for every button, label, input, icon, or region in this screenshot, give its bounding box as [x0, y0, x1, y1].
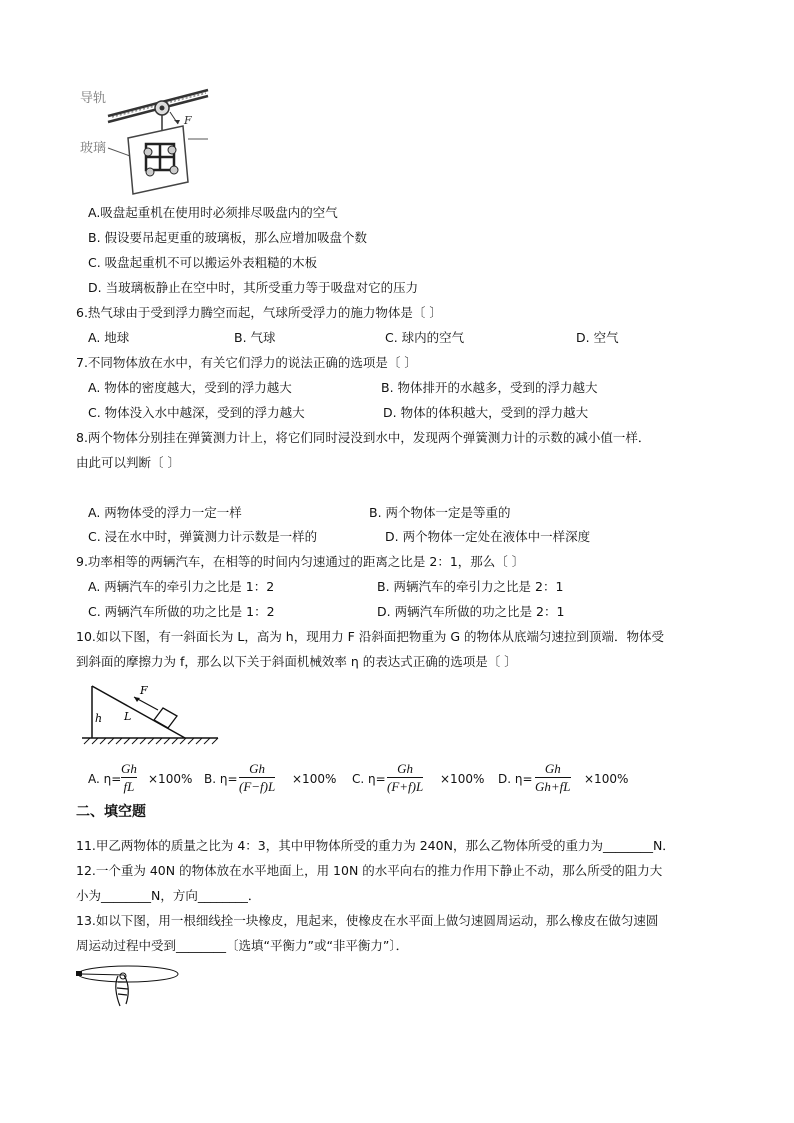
q12-line1: 12.一个重为 40N 的物体放在水平地面上，用 10N 的水平向右的推力作用下静止不动，那么所受的阻力大: [76, 863, 663, 878]
section-title-fill-in: 二、填空题: [76, 804, 146, 820]
rail-label: 导轨: [80, 91, 107, 106]
q6-option-d: D. 空气: [576, 330, 619, 345]
q7-option-c: C. 物体没入水中越深，受到的浮力越大: [88, 405, 305, 420]
q5-option-b: B. 假设要吊起更重的玻璃板，那么应增加吸盘个数: [88, 230, 368, 245]
q10-option-d-label: D. η=: [498, 772, 533, 786]
q6-stem: 6.热气球由于受到浮力腾空而起，气球所受浮力的施力物体是〔 〕: [76, 305, 442, 320]
frac-d-den: Gh+fL: [535, 779, 571, 794]
q7-option-b: B. 物体排开的水越多，受到的浮力越大: [381, 380, 598, 395]
q9-option-b: B. 两辆汽车的牵引力之比是 2：1: [377, 579, 564, 594]
frac-a-den: fL: [123, 779, 135, 794]
q7-option-a: A. 物体的密度越大，受到的浮力越大: [88, 380, 292, 395]
incline-force-label: F: [140, 684, 148, 697]
force-label-f1: F: [184, 114, 192, 127]
frac-b-num: Gh: [249, 761, 266, 776]
q5-option-d: D. 当玻璃板静止在空中时，其所受重力等于吸盘对它的压力: [88, 280, 419, 295]
q11-text: 11.甲乙两物体的质量之比为 4：3，其中甲物体所受的重力为 240N，那么乙物体所受的重力为________N．: [76, 838, 675, 853]
q13-line1: 13.如以下图，用一根细线拴一块橡皮，甩起来，使橡皮在水平面上做匀速圆周运动，那么橡皮在做匀速圆: [76, 913, 659, 928]
q9-option-d: D. 两辆汽车所做的功之比是 2：1: [377, 604, 565, 619]
q9-stem: 9.功率相等的两辆汽车，在相等的时间内匀速通过的距离之比是 2：1，那么〔 〕: [76, 554, 525, 569]
q8-stem-line2: 由此可以判断〔 〕: [76, 455, 180, 470]
q10-stem-line1: 10.如以下图，有一斜面长为 L，高为 h，现用力 F 沿斜面把物重为 G 的物体从底端匀速拉到顶端．物体受: [76, 629, 664, 644]
q13-line2: 周运动过程中受到________〔选填“平衡力”或“非平衡力”〕．: [76, 938, 409, 953]
q8-option-c: C. 浸在水中时，弹簧测力计示数是一样的: [88, 529, 318, 544]
q10-option-b-suffix: ×100%: [292, 772, 337, 786]
q8-stem-line1: 8.两个物体分别挂在弹簧测力计上，将它们同时浸没到水中，发现两个弹簧测力计的示数的减小值一样．: [76, 430, 651, 445]
q10-option-a-label: A. η=: [88, 772, 122, 786]
q8-option-d: D. 两个物体一定处在液体中一样深度: [385, 529, 591, 544]
q10-option-a-fraction: [121, 761, 137, 794]
eraser-circular-motion-figure: [74, 962, 184, 1012]
q8-option-a: A. 两物体受的浮力一定一样: [88, 505, 242, 520]
incline-length-label: L: [124, 710, 132, 723]
q10-option-b-label: B. η=: [204, 772, 238, 786]
q6-option-b: B. 气球: [234, 330, 276, 345]
q10-option-d-suffix: ×100%: [584, 772, 629, 786]
glass-label: 玻璃: [80, 141, 107, 156]
q10-option-d-fraction: [535, 761, 571, 794]
frac-c-num: Gh: [397, 761, 414, 776]
q7-stem: 7.不同物体放在水中，有关它们浮力的说法正确的选项是〔 〕: [76, 355, 417, 370]
q10-option-c-label: C. η=: [352, 772, 386, 786]
q10-option-c-suffix: ×100%: [440, 772, 485, 786]
frac-b-den: (F−f)L: [239, 779, 276, 794]
incline-figure: [80, 684, 220, 744]
q6-option-a: A. 地球: [88, 330, 130, 345]
q5-option-a: A.吸盘起重机在使用时必须排尽吸盘内的空气: [88, 205, 338, 220]
q7-option-d: D. 物体的体积越大，受到的浮力越大: [383, 405, 589, 420]
q10-option-c-fraction: [387, 761, 423, 794]
q8-option-b: B. 两个物体一定是等重的: [369, 505, 511, 520]
frac-c-den: (F+f)L: [387, 779, 424, 794]
q5-option-c: C. 吸盘起重机不可以搬运外表粗糙的木板: [88, 255, 318, 270]
q10-stem-line2: 到斜面的摩擦力为 f，那么以下关于斜面机械效率 η 的表达式正确的选项是〔 〕: [76, 654, 517, 669]
frac-a-num: Gh: [121, 761, 137, 776]
q10-option-a-suffix: ×100%: [148, 772, 193, 786]
q6-option-c: C. 球内的空气: [385, 330, 465, 345]
frac-d-num: Gh: [544, 761, 561, 776]
q9-option-a: A. 两辆汽车的牵引力之比是 1：2: [88, 579, 275, 594]
q9-option-c: C. 两辆汽车所做的功之比是 1：2: [88, 604, 275, 619]
q10-option-b-fraction: [239, 761, 275, 794]
incline-height-label: h: [95, 712, 103, 725]
suction-crane-figure: [78, 82, 228, 197]
q12-line2: 小为________N，方向________．: [76, 888, 261, 903]
